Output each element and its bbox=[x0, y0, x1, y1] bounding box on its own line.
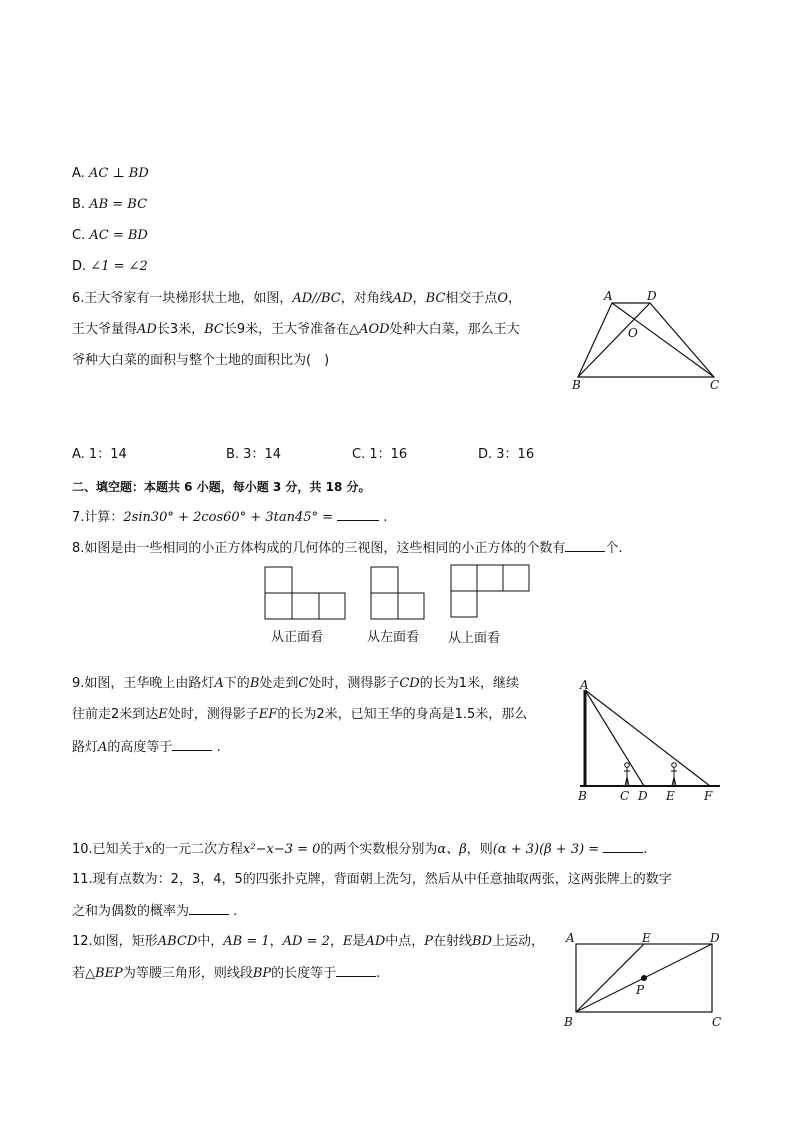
q11-line-1: 11.现有点数为：2，3，4，5的四张扑克牌，背面朝上洗匀，然后从中任意抽取两张，这两张牌上的数字 bbox=[72, 872, 672, 887]
left-view bbox=[370, 566, 426, 622]
caption-top: 从上面看 bbox=[448, 631, 501, 646]
label-c: C bbox=[620, 789, 630, 803]
trapezoid-figure bbox=[566, 285, 726, 395]
label-c: C bbox=[710, 378, 720, 392]
label-e: E bbox=[666, 789, 675, 803]
q5-option-c: C. AC = BD bbox=[72, 228, 148, 243]
label-a: A bbox=[566, 931, 575, 945]
label-a: A bbox=[604, 289, 613, 303]
q5-option-a: A. AC ⊥ BD bbox=[72, 166, 149, 181]
q6-option-b: B. 3：14 bbox=[226, 447, 281, 462]
q6-line-1: 6.王大爷家有一块梯形状土地，如图，AD//BC，对角线AD，BC相交于点O， bbox=[72, 291, 522, 306]
label-d: D bbox=[647, 289, 657, 303]
label-b: B bbox=[564, 1015, 573, 1029]
q12-line-2: 若△BEP为等腰三角形，则线段BP的长度等于 . bbox=[72, 966, 381, 981]
q12-answer-blank bbox=[336, 964, 376, 977]
streetlight-figure bbox=[570, 676, 725, 806]
q5-option-d: D. ∠1 = ∠2 bbox=[72, 259, 148, 274]
q7: 7.计算：2sin30° + 2cos60° + 3tan45° = . bbox=[72, 510, 388, 525]
q6-option-c: C. 1：16 bbox=[352, 447, 408, 462]
q6-line-3: 爷种大白菜的面积与整个土地的面积比为( ) bbox=[72, 353, 330, 368]
q12-line-1: 12.如图，矩形ABCD中，AB = 1，AD = 2，E是AD中点，P在射线BD上运动， bbox=[72, 934, 545, 949]
q7-answer-blank bbox=[337, 508, 379, 521]
label-c: C bbox=[712, 1015, 722, 1029]
label-a: A bbox=[580, 678, 589, 692]
label-d: D bbox=[710, 931, 720, 945]
section-2-title: 二、填空题：本题共 6 小题，每小题 3 分，共 18 分。 bbox=[72, 480, 371, 494]
person-at-e-icon bbox=[671, 763, 677, 786]
caption-left: 从左面看 bbox=[367, 630, 420, 645]
q11-answer-blank bbox=[189, 902, 229, 915]
q11-line-2: 之和为偶数的概率为 . bbox=[72, 904, 238, 919]
label-b: B bbox=[578, 789, 587, 803]
q10: 10.已知关于x的一元二次方程x²−x−3 = 0的两个实数根分别为α、β，则(α + 3)(β + 3) = . bbox=[72, 842, 648, 857]
q8-answer-blank bbox=[565, 539, 605, 552]
q8: 8.如图是由一些相同的小正方体构成的几何体的三视图，这些相同的小正方体的个数有 个. bbox=[72, 541, 623, 556]
label-o: O bbox=[628, 326, 638, 340]
q9-line-2: 往前走2米到达E处时，测得影子EF的长为2米，已知王华的身高是1.5米，那么 bbox=[72, 707, 528, 722]
q9-line-3: 路灯A的高度等于 . bbox=[72, 740, 221, 755]
q9-line-1: 9.如图，王华晚上由路灯A下的B处走到C处时，测得影子CD的长为1米，继续 bbox=[72, 676, 520, 691]
label-d: D bbox=[638, 789, 648, 803]
front-view bbox=[264, 566, 346, 622]
q6-option-a: A. 1：14 bbox=[72, 447, 127, 462]
q5-option-b: B. AB = BC bbox=[72, 197, 148, 212]
point-p bbox=[641, 975, 647, 981]
q6-option-d: D. 3：16 bbox=[478, 447, 535, 462]
label-b: B bbox=[572, 378, 581, 392]
label-p: P bbox=[636, 983, 645, 997]
label-f: F bbox=[704, 789, 713, 803]
person-at-c-icon bbox=[624, 763, 630, 786]
q6-line-2: 王大爷量得AD长3米，BC长9米，王大爷准备在△AOD处种大白菜，那么王大 bbox=[72, 322, 520, 337]
q9-answer-blank bbox=[172, 738, 212, 751]
q10-answer-blank bbox=[603, 840, 643, 853]
caption-front: 从正面看 bbox=[271, 630, 324, 645]
rectangle-figure bbox=[562, 928, 727, 1032]
top-view bbox=[450, 564, 530, 620]
label-e: E bbox=[642, 931, 651, 945]
